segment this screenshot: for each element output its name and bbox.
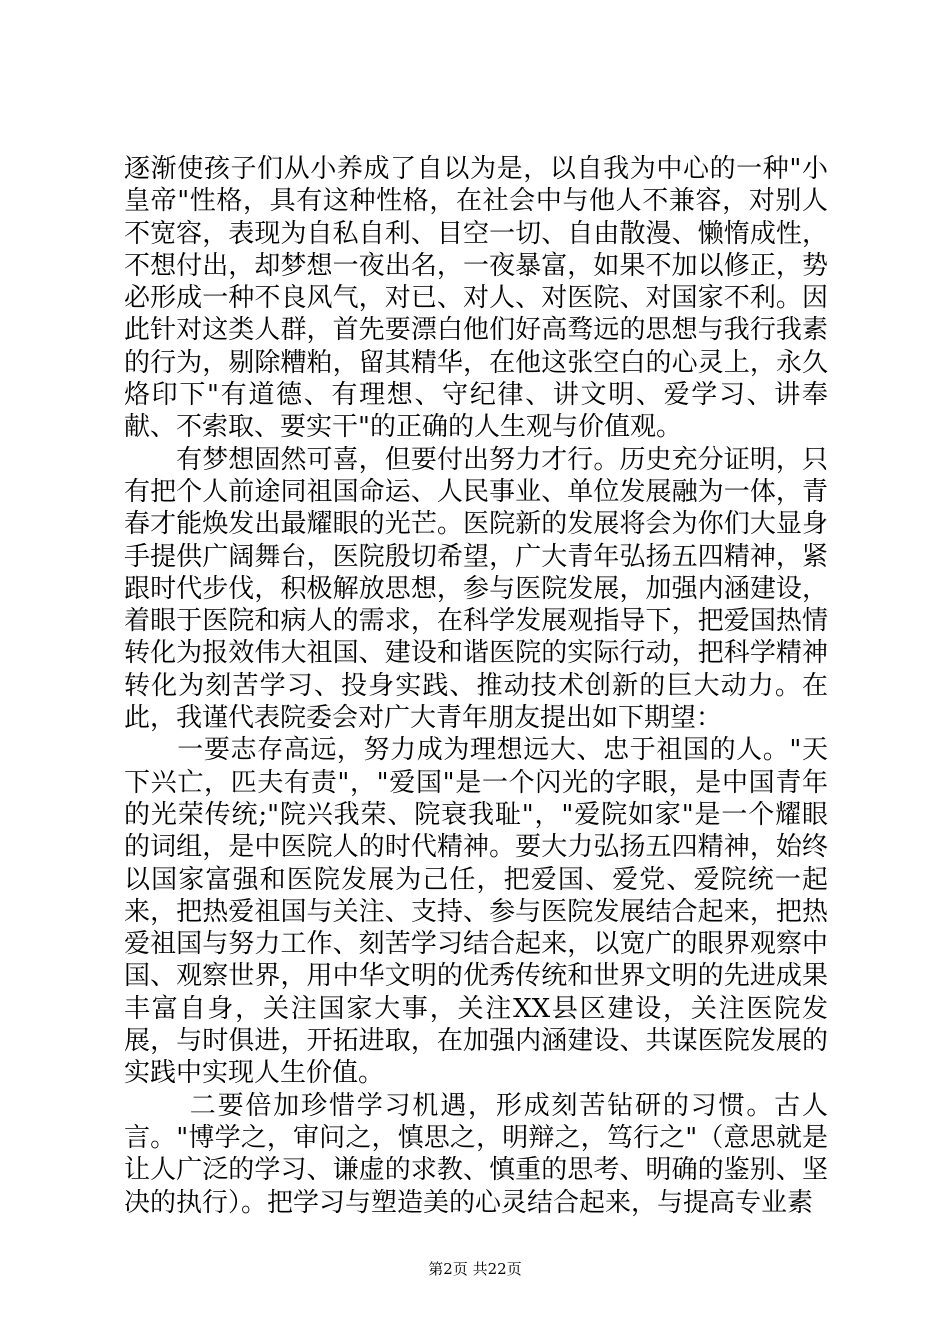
document-body	[124, 153, 828, 1219]
paragraph-2: 有梦想固然可喜，但要付出努力才行。历史充分证明，只有把个人前途同祖国命运、人民事业、单位发展融为一体，青春才能焕发出最耀眼的光芒。医院新的发展将会为你们大显身手提供广阔舞台，医院殷切希望，广大青年弘扬五四精神，紧跟时代步伐，积极解放思想，参与医院发展，加强内涵建设，着眼于医院和病人的需求，在科学发展观指导下，把爱国热情转化为报效伟大祖国、建设和谐医院的实际行动，把科学精神转化为刻苦学习、投身实践、推动技术创新的巨大动力。在此，我谨代表院委会对广大青年朋友提出如下期望：	[124, 444, 828, 734]
page-footer: 第2页 共22页	[428, 1260, 522, 1278]
paragraph-3: 一要志存高远，努力成为理想远大、忠于祖国的人。"天下兴亡，匹夫有责"，"爱国"是一个闪光的字眼，是中国青年的光荣传统;"院兴我荣、院衰我耻"，"爱院如家"是一个耀眼的词组，是中医院人的时代精神。要大力弘扬五四精神，始终以国家富强和医院发展为己任，把爱国、爱党、爱院统一起来，把热爱祖国与关注、支持、参与医院发展结合起来，把热爱祖国与努力工作、刻苦学习结合起来，以宽广的眼界观察中国、观察世界，用中华文明的优秀传统和世界文明的先进成果丰富自身，关注国家大事，关注XX县区建设，关注医院发展，与时俱进，开拓进取，在加强内涵建设、共谋医院发展的实践中实现人生价值。	[124, 735, 828, 1089]
paragraph-1: 逐渐使孩子们从小养成了自以为是，以自我为中心的一种"小皇帝"性格，具有这种性格，在社会中与他人不兼容，对别人不宽容，表现为自私自利、目空一切、自由散漫、懒惰成性，不想付出，却梦想一夜出名，一夜暴富，如果不加以修正，势必形成一种不良风气，对已、对人、对医院、对国家不利。因此针对这类人群，首先要漂白他们好高骛远的思想与我行我素的行为，剔除糟粕，留其精华，在他这张空白的心灵上，永久烙印下"有道德、有理想、守纪律、讲文明、爱学习、讲奉献、不索取、要实干"的正确的人生观与价值观。	[124, 154, 828, 443]
paragraph-4: 二要倍加珍惜学习机遇，形成刻苦钻研的习惯。古人言。"博学之，审问之，慎思之，明辩之，笃行之"（意思就是让人广泛的学习、谦虚的求教、慎重的思考、明确的鉴别、坚决的执行）。把学习与塑造美的心灵结合起来，与提高专业素	[124, 1090, 828, 1218]
